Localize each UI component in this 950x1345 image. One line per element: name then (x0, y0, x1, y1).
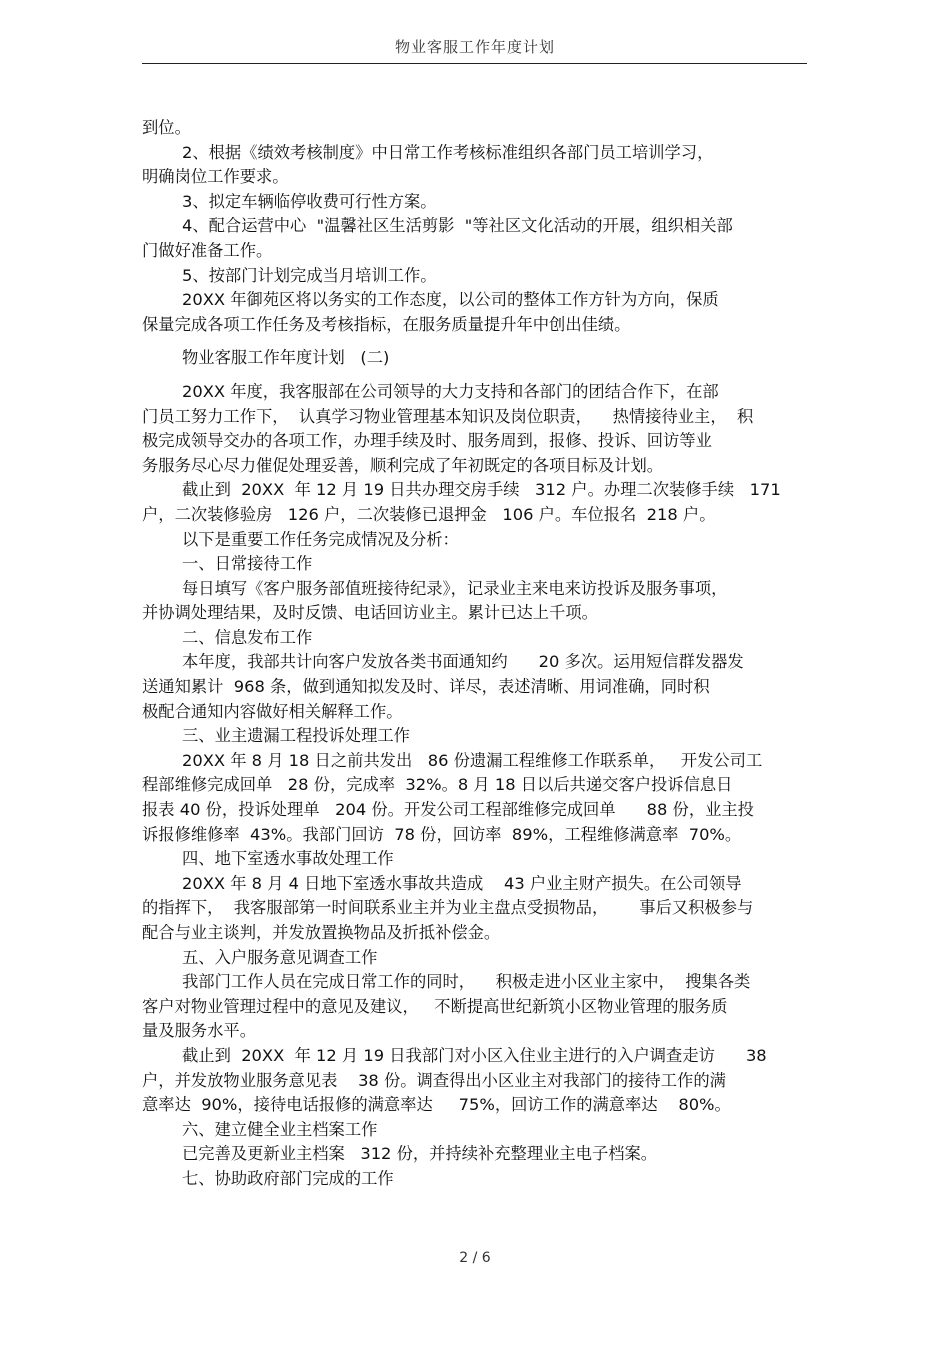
subheading: 三、业主遗漏工程投诉处理工作 (182, 726, 410, 746)
page-header-title: 物业客服工作年度计划 (394, 38, 555, 56)
paragraph-gap (142, 337, 807, 346)
text-line: 并协调处理结果，及时反馈、电话回访业主。累计已达上千项。 (142, 603, 598, 623)
text-line: 诉报修维修率 43%。我部门回访 78 份，回访率 89%，工程维修满意率 70%。 (142, 824, 742, 844)
text-line: 以下是重要工作任务完成情况及分析： (182, 529, 459, 549)
text-line: 明确岗位工作要求。 (142, 167, 289, 187)
text-line: 2、根据《绩效考核制度》中日常工作考核标准组织各部门员工培训学习， (182, 142, 714, 162)
subheading: 五、入户服务意见调查工作 (182, 947, 378, 967)
text-line: 20XX 年 8 月 4 日地下室透水事故共造成 43 户业主财产损失。在公司领导 (182, 873, 742, 893)
subheading: 一、日常接待工作 (182, 554, 313, 574)
text-line: 每日填写《客户服务部值班接待纪录》，记录业主来电来访投诉及服务事项， (182, 578, 728, 598)
text-line: 20XX 年 8 月 18 日之前共发出 86 份遗漏工程维修工作联系单， 开发公司工 (182, 750, 763, 770)
text-line: 客户对物业管理过程中的意见及建议， 不断提高世纪新筑小区物业管理的服务质 (142, 996, 728, 1016)
section-title: 物业客服工作年度计划 (二) (182, 348, 390, 368)
text-line: 20XX 年度，我客服部在公司领导的大力支持和各部门的团结合作下，在部 (182, 381, 719, 401)
text-line: 我部门工作人员在完成日常工作的同时， 积极走进小区业主家中， 搜集各类 (182, 972, 751, 992)
subheading: 七、协助政府部门完成的工作 (182, 1168, 394, 1188)
text-line: 门做好准备工作。 (142, 240, 273, 260)
text-line: 报表 40 份，投诉处理单 204 份。开发公司工程部维修完成回单 88 份，业主投 (142, 800, 754, 820)
text-line: 截止到 20XX 年 12 月 19 日共办理交房手续 312 户。办理二次装修手续 171 (182, 480, 781, 500)
document-body (142, 116, 807, 1192)
paragraph-gap (142, 371, 807, 380)
text-line: 3、拟定车辆临停收费可行性方案。 (182, 191, 437, 211)
text-line: 量及服务水平。 (142, 1021, 256, 1041)
text-line: 保量完成各项工作任务及考核指标，在服务质量提升年中创出佳绩。 (142, 314, 631, 334)
text-line: 配合与业主谈判，并发放置换物品及折抵补偿金。 (142, 923, 501, 942)
text-line: 到位。 (142, 118, 191, 137)
text-line: 户，二次装修验房 126 户，二次装修已退押金 106 户。车位报名 218 户。 (142, 504, 716, 524)
text-line: 极完成领导交办的各项工作，办理手续及时、服务周到，报修、投诉、回访等业 (142, 431, 712, 451)
subheading: 二、信息发布工作 (182, 627, 313, 647)
text-line: 4、配合运营中心 "温馨社区生活剪影 "等社区文化活动的开展，组织相关部 (182, 216, 733, 236)
subheading: 四、地下室透水事故处理工作 (182, 849, 394, 869)
text-line: 门员工努力工作下， 认真学习物业管理基本知识及岗位职责， 热情接待业主， 积 (142, 406, 754, 426)
text-line: 本年度，我部共计向客户发放各类书面通知约 20 多次。运用短信群发器发 (182, 652, 744, 672)
subheading: 六、建立健全业主档案工作 (182, 1119, 378, 1139)
text-line: 务服务尽心尽力催促处理妥善，顺利完成了年初既定的各项目标及计划。 (142, 455, 664, 475)
text-line: 送通知累计 968 条，做到通知拟发及时、详尽，表述清晰、用词准确，同时积 (142, 677, 710, 697)
text-line: 5、按部门计划完成当月培训工作。 (182, 265, 437, 285)
text-line: 截止到 20XX 年 12 月 19 日我部门对小区入住业主进行的入户调查走访 38 (182, 1045, 767, 1065)
header-divider (142, 63, 807, 64)
text-line: 程部维修完成回单 28 份，完成率 32%。8 月 18 日以后共递交客户投诉信息日 (142, 775, 733, 795)
text-line: 意率达 90%，接待电话报修的满意率达 75%，回访工作的满意率达 80%。 (142, 1095, 731, 1115)
text-line: 户，并发放物业服务意见表 38 份。调查得出小区业主对我部门的接待工作的满 (142, 1070, 726, 1090)
text-line: 的指挥下， 我客服部第一时间联系业主并为业主盘点受损物品， 事后又积极参与 (142, 898, 754, 918)
text-line: 极配合通知内容做好相关解释工作。 (142, 701, 403, 721)
text-line: 已完善及更新业主档案 312 份，并持续补充整理业主电子档案。 (182, 1144, 658, 1164)
text-line: 20XX 年御苑区将以务实的工作态度，以公司的整体工作方针为方向，保质 (182, 290, 719, 310)
page-number: 2 / 6 (459, 1250, 491, 1266)
